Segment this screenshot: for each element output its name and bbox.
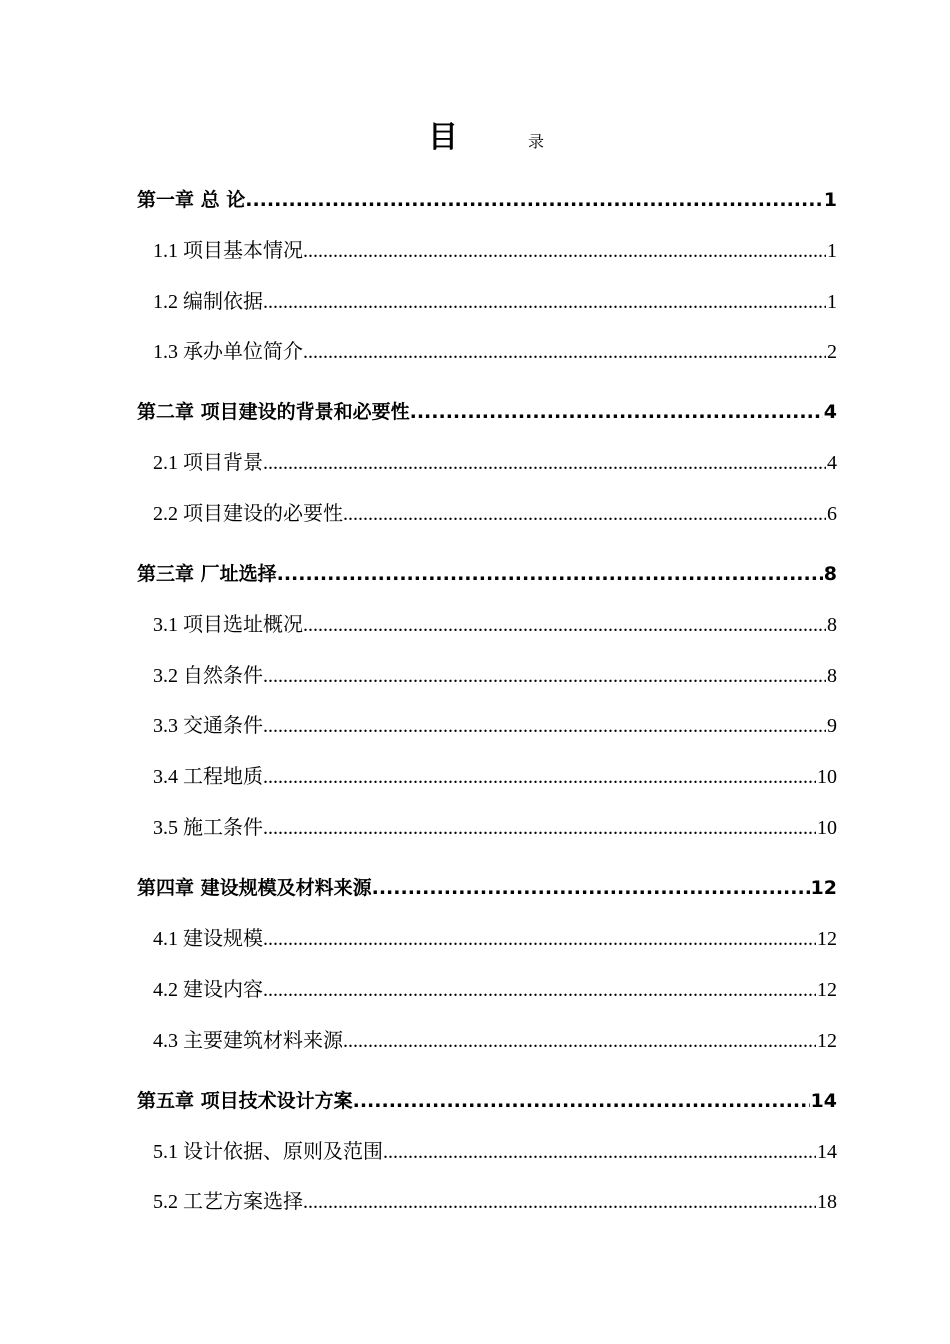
toc-leader-dots	[303, 338, 826, 366]
toc-entry-label: 2.2 项目建设的必要性	[153, 503, 343, 525]
toc-leader-dots	[372, 874, 810, 902]
toc-page-number: 8	[827, 614, 837, 636]
toc-entry-label: 1.3 承办单位简介	[153, 341, 303, 363]
toc-entry-label: 2.1 项目背景	[153, 452, 263, 474]
toc-leader-dots	[303, 237, 826, 265]
toc-page-number: 1	[823, 189, 837, 211]
toc-section-entry[interactable]	[137, 449, 837, 477]
toc-leader-dots	[303, 1188, 816, 1216]
toc-entry-label: 1.1 项目基本情况	[153, 240, 303, 262]
toc-chapter-entry[interactable]	[137, 398, 837, 426]
toc-leader-dots	[343, 500, 826, 528]
toc-entry-label: 3.2 自然条件	[153, 665, 263, 687]
toc-section-entry[interactable]	[137, 611, 837, 639]
toc-chapter-entry[interactable]	[137, 1087, 837, 1115]
toc-page-number: 12	[810, 877, 837, 899]
toc-leader-dots	[410, 398, 823, 426]
toc-page-number: 4	[823, 401, 837, 423]
toc-entry-label: 3.3 交通条件	[153, 715, 263, 737]
toc-title-main: 目	[428, 120, 458, 155]
toc-page-number: 6	[827, 503, 837, 525]
toc-entry-label: 4.2 建设内容	[153, 979, 263, 1001]
toc-section-entry[interactable]	[137, 925, 837, 953]
toc-page-number: 12	[817, 979, 837, 1001]
toc-page-number: 12	[817, 1030, 837, 1052]
toc-leader-dots	[383, 1138, 816, 1166]
toc-chapter-entry[interactable]	[137, 186, 837, 214]
toc-page-number: 2	[827, 341, 837, 363]
toc-leader-dots	[263, 814, 816, 842]
toc-section-entry[interactable]	[137, 288, 837, 316]
toc-leader-dots	[263, 288, 826, 316]
toc-entry-label: 3.1 项目选址概况	[153, 614, 303, 636]
toc-section-entry[interactable]	[137, 338, 837, 366]
toc-section-entry[interactable]	[137, 1138, 837, 1166]
toc-page-number: 4	[827, 452, 837, 474]
toc-section-entry[interactable]	[137, 237, 837, 265]
toc-entry-label: 第三章 厂址选择	[137, 563, 277, 585]
toc-page-number: 8	[823, 563, 837, 585]
toc-leader-dots	[303, 611, 826, 639]
toc-section-entry[interactable]	[137, 1027, 837, 1055]
toc-page-number: 12	[817, 928, 837, 950]
toc-entry-label: 5.1 设计依据、原则及范围	[153, 1141, 383, 1163]
toc-entry-label: 4.3 主要建筑材料来源	[153, 1030, 343, 1052]
toc-entry-label: 第一章 总 论	[137, 189, 246, 211]
toc-page-number: 10	[817, 766, 837, 788]
toc-section-entry[interactable]	[137, 763, 837, 791]
toc-leader-dots	[263, 763, 816, 791]
toc-page-number: 8	[827, 665, 837, 687]
toc-section-entry[interactable]	[137, 662, 837, 690]
toc-chapter-entry[interactable]	[137, 560, 837, 588]
toc-section-entry[interactable]	[137, 500, 837, 528]
toc-chapter-entry[interactable]	[137, 874, 837, 902]
toc-leader-dots	[277, 560, 823, 588]
toc-title-sub: 录	[528, 132, 545, 151]
toc-page-number: 10	[817, 817, 837, 839]
toc-entry-label: 1.2 编制依据	[153, 291, 263, 313]
toc-entry-label: 5.2 工艺方案选择	[153, 1191, 303, 1213]
toc-page-number: 1	[827, 291, 837, 313]
toc-entry-label: 第五章 项目技术设计方案	[137, 1090, 353, 1112]
toc-leader-dots	[263, 449, 826, 477]
toc-leader-dots	[245, 186, 823, 214]
toc-section-entry[interactable]	[137, 1188, 837, 1216]
toc-page-number: 9	[827, 715, 837, 737]
toc-leader-dots	[343, 1027, 816, 1055]
toc-page-number: 14	[817, 1141, 837, 1163]
toc-entry-label: 3.4 工程地质	[153, 766, 263, 788]
toc-leader-dots	[353, 1087, 810, 1115]
toc-leader-dots	[263, 976, 816, 1004]
toc-entry-label: 第二章 项目建设的背景和必要性	[137, 401, 410, 423]
toc-section-entry[interactable]	[137, 712, 837, 740]
toc-section-entry[interactable]	[137, 814, 837, 842]
toc-leader-dots	[263, 662, 826, 690]
toc-leader-dots	[263, 925, 816, 953]
toc-entry-label: 4.1 建设规模	[153, 928, 263, 950]
toc-page-number: 14	[810, 1090, 837, 1112]
toc-entry-label: 3.5 施工条件	[153, 817, 263, 839]
toc-entry-label: 第四章 建设规模及材料来源	[137, 877, 372, 899]
toc-leader-dots	[263, 712, 826, 740]
toc-title	[0, 118, 950, 162]
toc-page-number: 18	[817, 1191, 837, 1213]
toc-page-number: 1	[827, 240, 837, 262]
toc-section-entry[interactable]	[137, 976, 837, 1004]
